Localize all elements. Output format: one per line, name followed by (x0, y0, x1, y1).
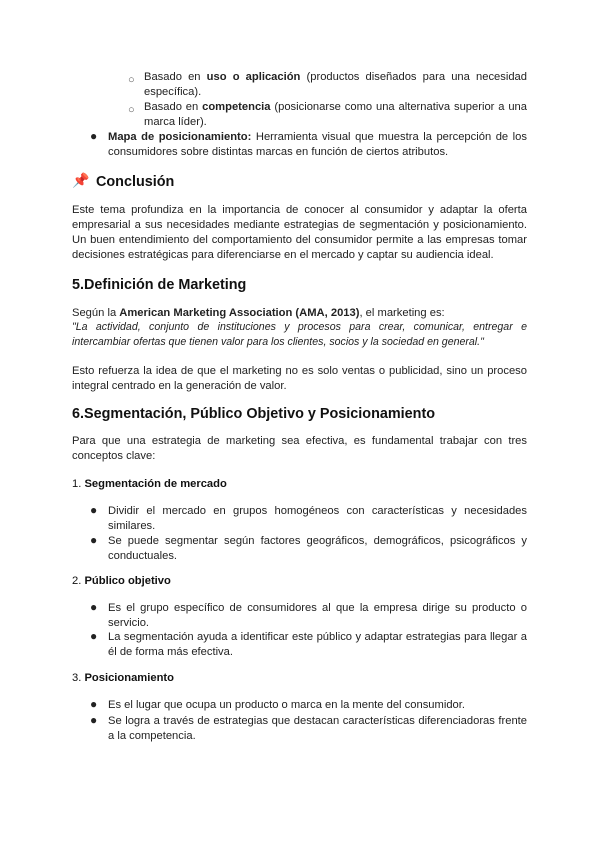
list-item: Dividir el mercado en grupos homogéneos con características y necesidades similares. (108, 505, 527, 532)
concept-heading: 2. Público objetivo (72, 575, 171, 587)
bullet-icon: ● (90, 503, 98, 517)
bullet-icon: ● (90, 129, 98, 143)
circle-bullet-icon: ○ (128, 104, 135, 116)
conclusion-paragraph: Este tema profundiza en la importancia de conocer al consumidor y adaptar la oferta empresarial a sus necesidades mediante estrategias de segmentación y posicionamiento. Un buen entendimiento del comportamiento del consumidor permite a las empresas tomar decisiones estratégicas para diferenciarse en el mercado y captar su audiencia ideal. (72, 204, 527, 261)
concept-heading: 3. Posicionamiento (72, 672, 174, 684)
section-6-heading: 6.Segmentación, Público Objetivo y Posicionamiento (72, 406, 436, 422)
bullet-icon: ● (90, 629, 98, 643)
section-5-heading: 5.Definición de Marketing (72, 277, 247, 293)
list-item: Es el grupo específico de consumidores al que la empresa dirige su producto o servicio. (108, 602, 527, 629)
marketing-definition-quote: "La actividad, conjunto de instituciones y procesos para crear, comunicar, entregar e intercambiar ofertas que tienen valor para los clientes, socios y la sociedad en general." (72, 321, 527, 348)
sub-list-item: Basado en competencia (posicionarse como una alternativa superior a una marca líder). (144, 101, 527, 128)
circle-bullet-icon: ○ (128, 74, 135, 86)
list-item: Es el lugar que ocupa un producto o marca en la mente del consumidor. (108, 699, 465, 711)
section-5-note: Esto refuerza la idea de que el marketing no es solo ventas o publicidad, sino un proceso integral centrado en la generación de valor. (72, 365, 527, 392)
bullet-icon: ● (90, 713, 98, 727)
sub-list-item: Basado en uso o aplicación (productos diseñados para una necesidad específica). (144, 71, 528, 98)
list-item: Se logra a través de estrategias que destacan características diferenciadoras frente a la competencia. (108, 715, 527, 742)
ama-intro: Según la American Marketing Association (AMA, 2013), el marketing es: (72, 307, 445, 319)
bullet-icon: ● (90, 600, 98, 614)
concept-heading: 1. Segmentación de mercado (72, 478, 227, 490)
conclusion-heading: Conclusión (96, 174, 175, 190)
list-item: Mapa de posicionamiento: Herramienta visual que muestra la percepción de los consumidores sobre distintas marcas en función de ciertos atributos. (108, 131, 527, 158)
section-6-intro: Para que una estrategia de marketing sea efectiva, es fundamental trabajar con tres conceptos clave: (72, 435, 527, 462)
list-item: Se puede segmentar según factores geográficos, demográficos, psicográficos y conductuales. (108, 535, 527, 562)
pushpin-icon: 📌 (72, 172, 90, 188)
list-item: La segmentación ayuda a identificar este público y adaptar estrategias para llegar a él de forma más efectiva. (108, 631, 527, 658)
bullet-icon: ● (90, 533, 98, 547)
bullet-icon: ● (90, 697, 98, 711)
